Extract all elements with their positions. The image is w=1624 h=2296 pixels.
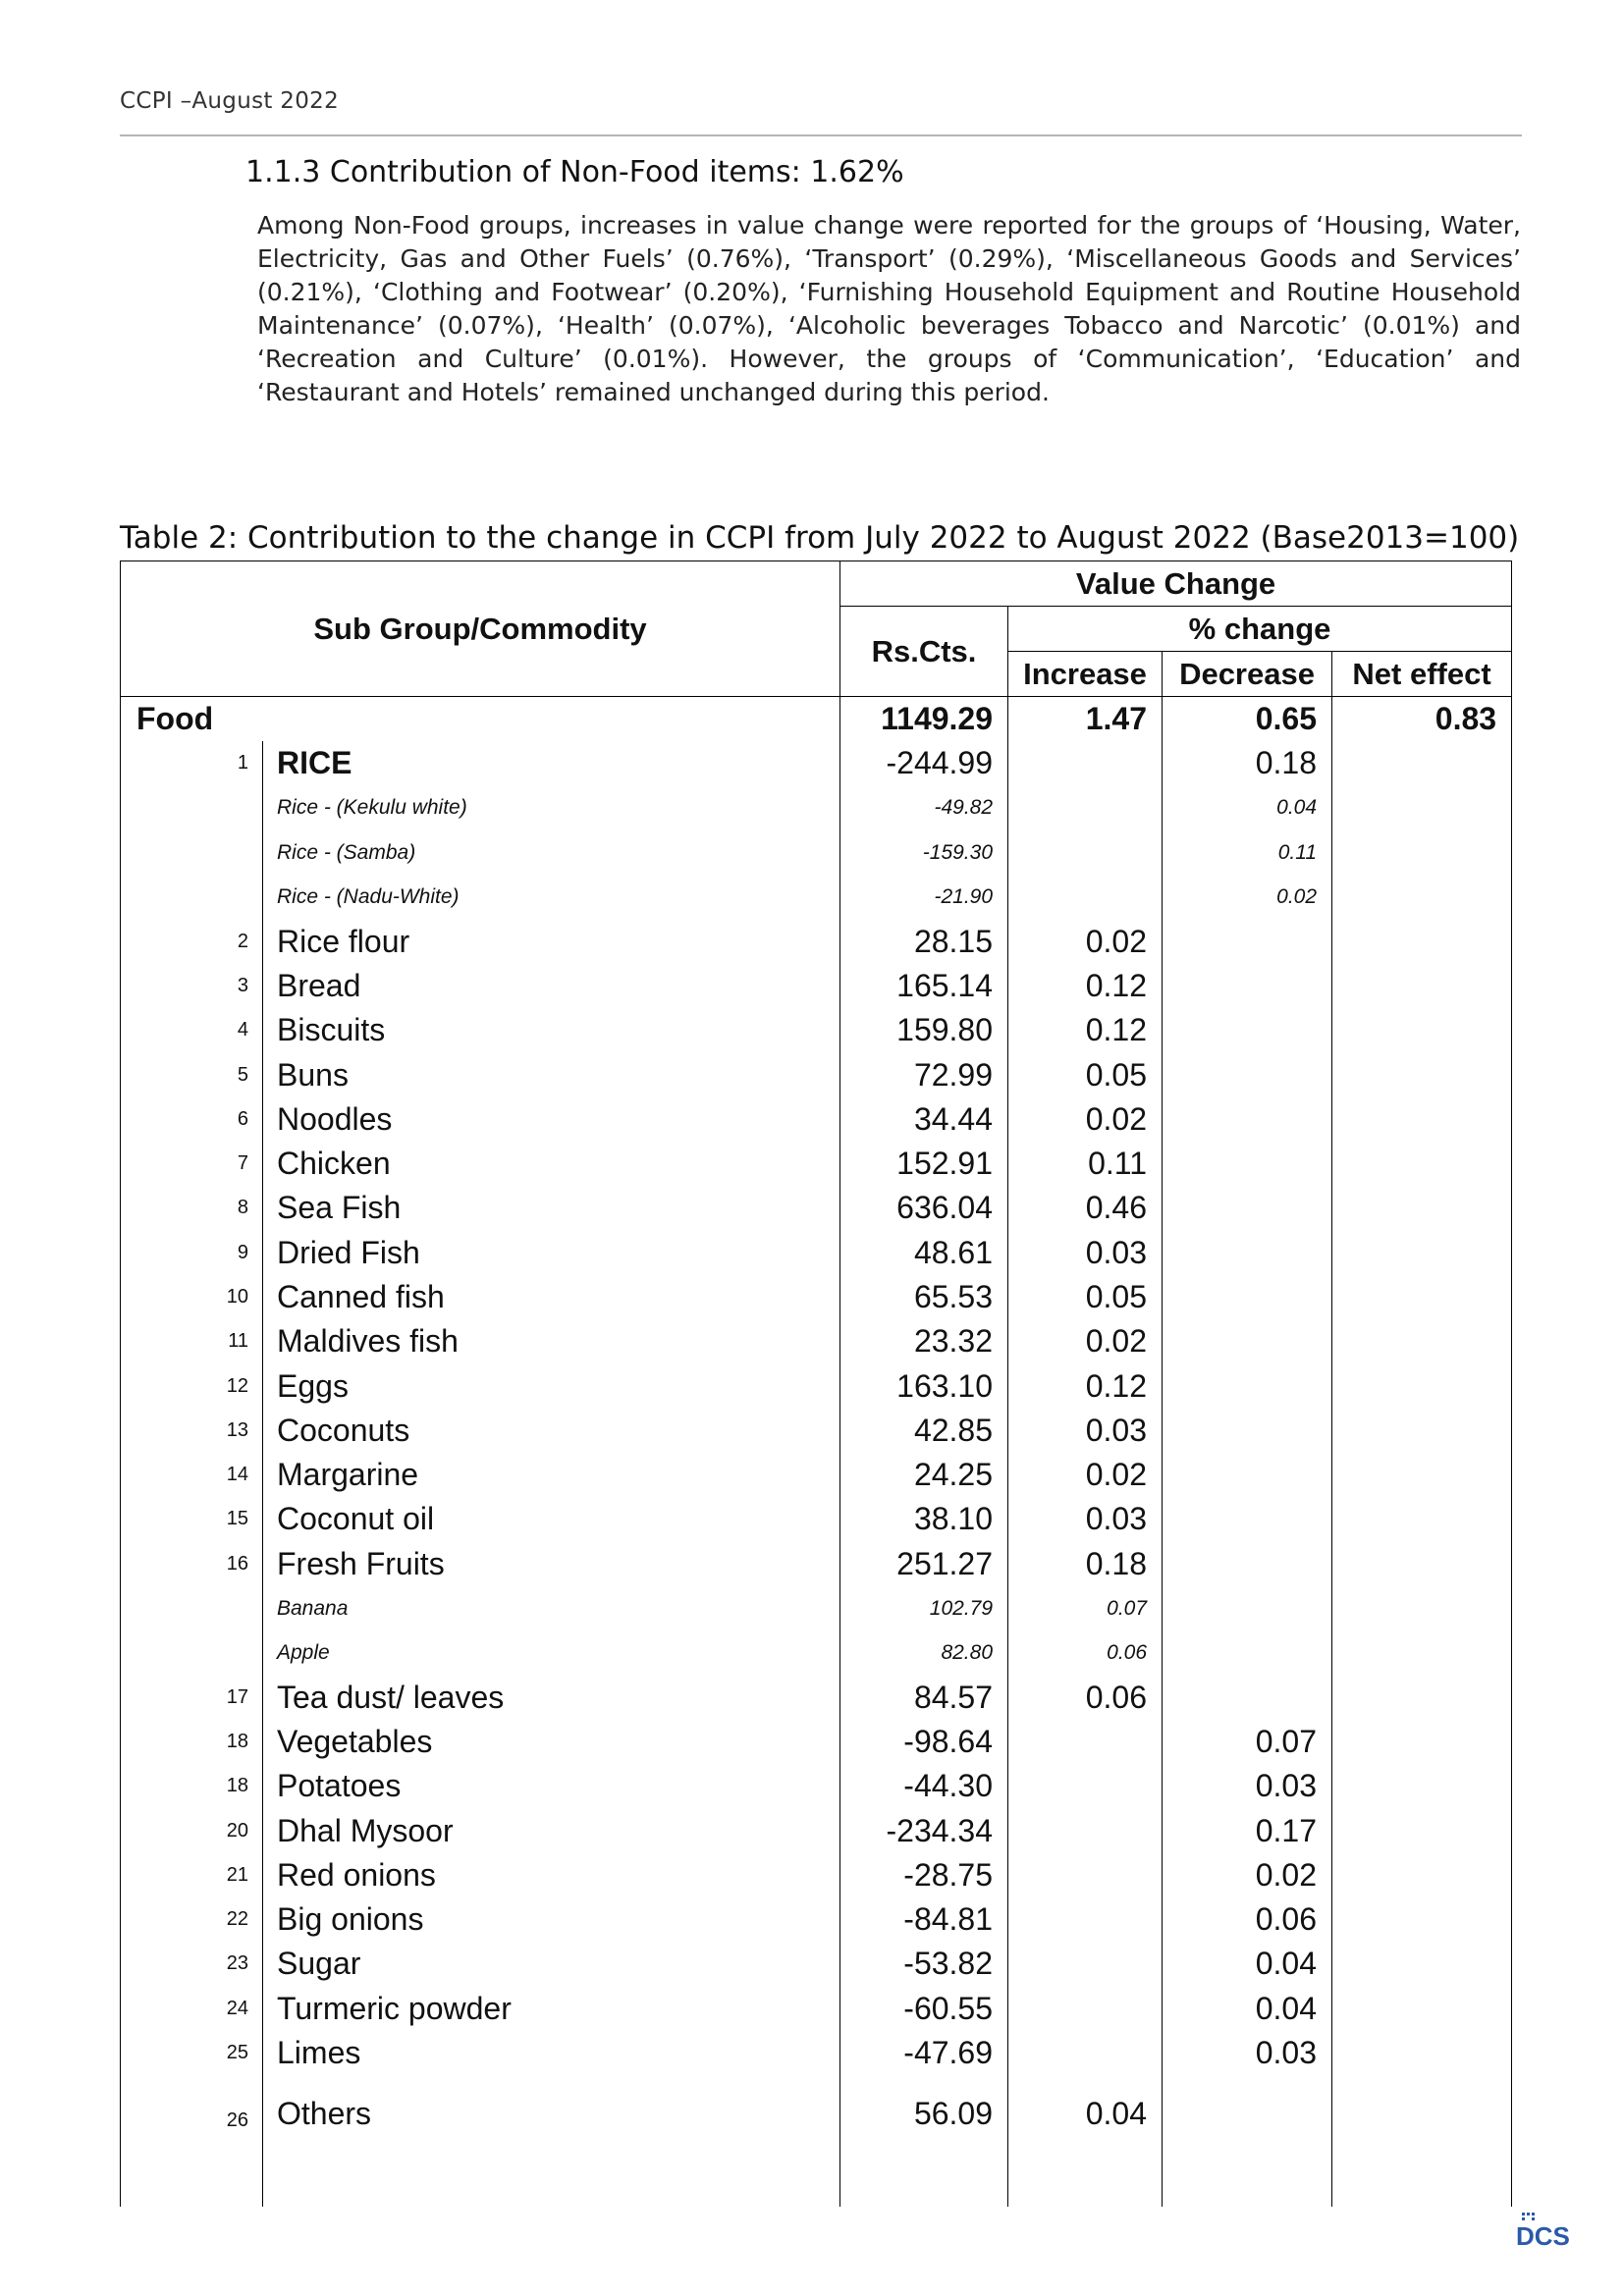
increase-value (1008, 1720, 1163, 1764)
commodity-name: Sea Fish (263, 1186, 840, 1230)
row-number: 6 (121, 1097, 263, 1142)
row-number: 22 (121, 1897, 263, 1942)
decrease-value: 0.04 (1163, 1942, 1332, 1986)
rs-cts-value: -28.75 (840, 1853, 1008, 1897)
table-row (121, 830, 1512, 875)
decrease-value (1163, 1363, 1332, 1408)
food-decrease: 0.65 (1163, 697, 1332, 742)
table-row (121, 1142, 1512, 1186)
rs-cts-value: 48.61 (840, 1231, 1008, 1275)
rs-cts-value: -44.30 (840, 1764, 1008, 1808)
row-number: 13 (121, 1409, 263, 1453)
table-row (121, 1052, 1512, 1096)
increase-value (1008, 1764, 1163, 1808)
row-number: 18 (121, 1720, 263, 1764)
rs-cts-value: 82.80 (840, 1630, 1008, 1675)
increase-value: 0.03 (1008, 1231, 1163, 1275)
table-row (121, 1942, 1512, 1986)
row-number: 3 (121, 964, 263, 1008)
decrease-value: 0.02 (1163, 1853, 1332, 1897)
increase-header: Increase (1008, 652, 1163, 697)
decrease-value (1163, 1142, 1332, 1186)
decrease-value: 0.03 (1163, 1764, 1332, 1808)
table-row (121, 741, 1512, 785)
rs-cts-value: -159.30 (840, 830, 1008, 875)
dcs-logo (1512, 2211, 1581, 2250)
decrease-value: 0.02 (1163, 875, 1332, 919)
row-number: 23 (121, 1942, 263, 1986)
sub-group-header: Sub Group/Commodity (121, 561, 840, 697)
rs-cts-value: -244.99 (840, 741, 1008, 785)
net-effect-value (1332, 1409, 1512, 1453)
rs-cts-value: -234.34 (840, 1808, 1008, 1852)
commodity-name: Apple (263, 1630, 840, 1675)
decrease-value (1163, 1542, 1332, 1586)
commodity-name: Coconuts (263, 1409, 840, 1453)
table-row (121, 1764, 1512, 1808)
net-effect-value (1332, 1097, 1512, 1142)
commodity-name: Coconut oil (263, 1497, 840, 1541)
increase-value: 0.02 (1008, 1097, 1163, 1142)
decrease-value (1163, 964, 1332, 1008)
row-number: 16 (121, 1542, 263, 1586)
decrease-value (1163, 1231, 1332, 1275)
rs-cts-value: -21.90 (840, 875, 1008, 919)
header-divider (120, 134, 1522, 136)
table-row (121, 875, 1512, 919)
commodity-name: Sugar (263, 1942, 840, 1986)
rs-cts-value: 251.27 (840, 1542, 1008, 1586)
increase-value: 0.02 (1008, 919, 1163, 963)
decrease-value: 0.06 (1163, 1897, 1332, 1942)
table-row (121, 2031, 1512, 2075)
table-row (121, 1363, 1512, 1408)
table-row (121, 1630, 1512, 1675)
row-number: 12 (121, 1363, 263, 1408)
food-total-row (121, 697, 1512, 742)
net-effect-value (1332, 830, 1512, 875)
increase-value: 0.18 (1008, 1542, 1163, 1586)
table-row (121, 1319, 1512, 1363)
increase-value: 0.05 (1008, 1052, 1163, 1096)
rs-cts-value: -53.82 (840, 1942, 1008, 1986)
commodity-name: Vegetables (263, 1720, 840, 1764)
decrease-value: 0.04 (1163, 786, 1332, 830)
decrease-value (1163, 1586, 1332, 1630)
table-row (121, 1987, 1512, 2031)
rs-cts-value: -84.81 (840, 1897, 1008, 1942)
table-row (121, 1008, 1512, 1052)
row-number: 9 (121, 1231, 263, 1275)
commodity-name: Rice - (Kekulu white) (263, 786, 840, 830)
rs-cts-value: 159.80 (840, 1008, 1008, 1052)
rs-cts-value: -49.82 (840, 786, 1008, 830)
commodity-name: Rice - (Nadu-White) (263, 875, 840, 919)
table-row (121, 1497, 1512, 1541)
table-row (121, 1275, 1512, 1319)
net-effect-value (1332, 1942, 1512, 1986)
decrease-value: 0.04 (1163, 1987, 1332, 2031)
rs-cts-value: 28.15 (840, 919, 1008, 963)
section-paragraph: Among Non-Food groups, increases in value change were reported for the groups of ‘Housing, Water, Electricity, Gas and Other Fuels’ (0.76%), ‘Transport’ (0.29%), ‘Miscellaneous Goods and Services’ (0.21%), ‘Clothing and Footwear’ (0.20%), ‘Furnishing Household Equipment and Routine Household Maintenance’ (0.07%), ‘Health’ (0.07%), ‘Alcoholic beverages Tobacco and Narcotic’ (0.01%) and ‘Recreation and Culture’ (0.01%). However, the groups of ‘Communication’, ‘Education’ and ‘Restaurant and Hotels’ remained unchanged during this period. (257, 211, 1521, 406)
table-row (121, 1453, 1512, 1497)
commodity-name: Turmeric powder (263, 1987, 840, 2031)
food-net-effect: 0.83 (1332, 697, 1512, 742)
decrease-value (1163, 1630, 1332, 1675)
net-effect-value (1332, 1630, 1512, 1675)
row-number (121, 1586, 263, 1630)
row-number (121, 786, 263, 830)
decrease-value (1163, 1497, 1332, 1541)
table-row (121, 1231, 1512, 1275)
commodity-name: Banana (263, 1586, 840, 1630)
row-number: 25 (121, 2031, 263, 2075)
rs-cts-header: Rs.Cts. (840, 607, 1008, 697)
increase-value (1008, 1942, 1163, 1986)
row-number: 17 (121, 1676, 263, 1720)
rs-cts-value: 38.10 (840, 1497, 1008, 1541)
rs-cts-value: -60.55 (840, 1987, 1008, 2031)
food-rs: 1149.29 (840, 697, 1008, 742)
table-caption: Table 2: Contribution to the change in CCPI from July 2022 to August 2022 (Base2013=100) (120, 520, 1520, 556)
net-effect-value (1332, 1676, 1512, 1720)
commodity-name: Buns (263, 1052, 840, 1096)
decrease-value (1163, 1453, 1332, 1497)
increase-value (1008, 1853, 1163, 1897)
row-number: 21 (121, 1853, 263, 1897)
section-title: 1.1.3 Contribution of Non-Food items: 1.62% (245, 155, 904, 189)
net-effect-value (1332, 1319, 1512, 1363)
rs-cts-value: 34.44 (840, 1097, 1008, 1142)
decrease-value (1163, 1676, 1332, 1720)
rs-cts-value: 636.04 (840, 1186, 1008, 1230)
rs-cts-value: 102.79 (840, 1586, 1008, 1630)
table-row (121, 1808, 1512, 1852)
net-effect-value (1332, 1453, 1512, 1497)
decrease-value: 0.03 (1163, 2031, 1332, 2075)
commodity-name: Chicken (263, 1142, 840, 1186)
net-effect-value (1332, 964, 1512, 1008)
net-effect-value (1332, 741, 1512, 785)
row-number: 8 (121, 1186, 263, 1230)
table-row (121, 1853, 1512, 1897)
decrease-value (1163, 1186, 1332, 1230)
row-number: 1 (121, 741, 263, 785)
commodity-name: Rice flour (263, 919, 840, 963)
decrease-value (1163, 1275, 1332, 1319)
commodity-name: Eggs (263, 1363, 840, 1408)
food-increase: 1.47 (1008, 697, 1163, 742)
decrease-value (1163, 1319, 1332, 1363)
rs-cts-value: 165.14 (840, 964, 1008, 1008)
table-row (121, 1542, 1512, 1586)
row-number: 4 (121, 1008, 263, 1052)
row-number: 14 (121, 1453, 263, 1497)
contribution-table (120, 561, 1512, 2207)
net-effect-value (1332, 2031, 1512, 2075)
net-effect-header: Net effect (1332, 652, 1512, 697)
table-row (121, 1897, 1512, 1942)
net-effect-value (1332, 875, 1512, 919)
rs-cts-value: 152.91 (840, 1142, 1008, 1186)
increase-value: 0.12 (1008, 1363, 1163, 1408)
row-number (121, 875, 263, 919)
rs-cts-value: -47.69 (840, 2031, 1008, 2075)
commodity-rows (121, 741, 1512, 2136)
rs-cts-value: 72.99 (840, 1052, 1008, 1096)
net-effect-value (1332, 1853, 1512, 1897)
decrease-value: 0.07 (1163, 1720, 1332, 1764)
commodity-name: Margarine (263, 1453, 840, 1497)
table-row (121, 1720, 1512, 1764)
row-number: 20 (121, 1808, 263, 1852)
pct-change-header: % change (1008, 607, 1512, 652)
commodity-name: Rice - (Samba) (263, 830, 840, 875)
row-number: 18 (121, 1764, 263, 1808)
row-number: 10 (121, 1275, 263, 1319)
commodity-name: Others (263, 2075, 840, 2136)
decrease-value (1163, 1097, 1332, 1142)
commodity-name: Biscuits (263, 1008, 840, 1052)
row-number: 24 (121, 1987, 263, 2031)
commodity-name: Bread (263, 964, 840, 1008)
commodity-name: Tea dust/ leaves (263, 1676, 840, 1720)
increase-value (1008, 875, 1163, 919)
rs-cts-value: -98.64 (840, 1720, 1008, 1764)
rs-cts-value: 65.53 (840, 1275, 1008, 1319)
decrease-header: Decrease (1163, 652, 1332, 697)
net-effect-value (1332, 1231, 1512, 1275)
decrease-value: 0.11 (1163, 830, 1332, 875)
row-number: 26 (121, 2075, 263, 2136)
svg-text:DCS: DCS (1516, 2221, 1570, 2250)
net-effect-value (1332, 2075, 1512, 2136)
rs-cts-value: 24.25 (840, 1453, 1008, 1497)
increase-value: 0.12 (1008, 1008, 1163, 1052)
net-effect-value (1332, 786, 1512, 830)
table-row (121, 786, 1512, 830)
increase-value: 0.03 (1008, 1497, 1163, 1541)
table-row (121, 1586, 1512, 1630)
row-number: 2 (121, 919, 263, 963)
table-row (121, 1186, 1512, 1230)
rs-cts-value: 23.32 (840, 1319, 1008, 1363)
decrease-value (1163, 2075, 1332, 2136)
net-effect-value (1332, 1586, 1512, 1630)
net-effect-value (1332, 1897, 1512, 1942)
increase-value: 0.03 (1008, 1409, 1163, 1453)
row-number: 15 (121, 1497, 263, 1541)
increase-value: 0.02 (1008, 1453, 1163, 1497)
net-effect-value (1332, 1008, 1512, 1052)
commodity-name: Big onions (263, 1897, 840, 1942)
increase-value (1008, 786, 1163, 830)
increase-value: 0.06 (1008, 1630, 1163, 1675)
increase-value (1008, 741, 1163, 785)
rs-cts-value: 56.09 (840, 2075, 1008, 2136)
table-row (121, 919, 1512, 963)
net-effect-value (1332, 1497, 1512, 1541)
rs-cts-value: 42.85 (840, 1409, 1008, 1453)
net-effect-value (1332, 1720, 1512, 1764)
rs-cts-value: 163.10 (840, 1363, 1008, 1408)
commodity-name: Maldives fish (263, 1319, 840, 1363)
table-row (121, 1409, 1512, 1453)
commodity-name: Fresh Fruits (263, 1542, 840, 1586)
table-row (121, 1097, 1512, 1142)
increase-value: 0.06 (1008, 1676, 1163, 1720)
increase-value (1008, 830, 1163, 875)
increase-value: 0.07 (1008, 1586, 1163, 1630)
decrease-value (1163, 1008, 1332, 1052)
value-change-header: Value Change (840, 561, 1512, 607)
net-effect-value (1332, 1808, 1512, 1852)
increase-value: 0.46 (1008, 1186, 1163, 1230)
row-number (121, 1630, 263, 1675)
table-bottom-padding (121, 2136, 1512, 2207)
increase-value (1008, 1987, 1163, 2031)
net-effect-value (1332, 1142, 1512, 1186)
increase-value: 0.05 (1008, 1275, 1163, 1319)
increase-value (1008, 1808, 1163, 1852)
increase-value (1008, 2031, 1163, 2075)
increase-value: 0.04 (1008, 2075, 1163, 2136)
net-effect-value (1332, 1275, 1512, 1319)
decrease-value (1163, 919, 1332, 963)
net-effect-value (1332, 1052, 1512, 1096)
commodity-name: Potatoes (263, 1764, 840, 1808)
decrease-value (1163, 1409, 1332, 1453)
decrease-value (1163, 1052, 1332, 1096)
table-row (121, 2075, 1512, 2136)
net-effect-value (1332, 1987, 1512, 2031)
increase-value: 0.02 (1008, 1319, 1163, 1363)
row-number: 11 (121, 1319, 263, 1363)
row-number (121, 830, 263, 875)
increase-value (1008, 1897, 1163, 1942)
table-row (121, 1676, 1512, 1720)
decrease-value: 0.18 (1163, 741, 1332, 785)
commodity-name: Dhal Mysoor (263, 1808, 840, 1852)
commodity-name: Dried Fish (263, 1231, 840, 1275)
commodity-name: Limes (263, 2031, 840, 2075)
row-number: 7 (121, 1142, 263, 1186)
net-effect-value (1332, 1186, 1512, 1230)
running-header: CCPI –August 2022 (120, 88, 340, 114)
decrease-value: 0.17 (1163, 1808, 1332, 1852)
commodity-name: Noodles (263, 1097, 840, 1142)
increase-value: 0.12 (1008, 964, 1163, 1008)
commodity-name: Red onions (263, 1853, 840, 1897)
rs-cts-value: 84.57 (840, 1676, 1008, 1720)
increase-value: 0.11 (1008, 1142, 1163, 1186)
net-effect-value (1332, 919, 1512, 963)
food-label: Food (121, 697, 263, 742)
row-number: 5 (121, 1052, 263, 1096)
net-effect-value (1332, 1363, 1512, 1408)
net-effect-value (1332, 1764, 1512, 1808)
commodity-name: RICE (263, 741, 840, 785)
table-row (121, 964, 1512, 1008)
net-effect-value (1332, 1542, 1512, 1586)
commodity-name: Canned fish (263, 1275, 840, 1319)
